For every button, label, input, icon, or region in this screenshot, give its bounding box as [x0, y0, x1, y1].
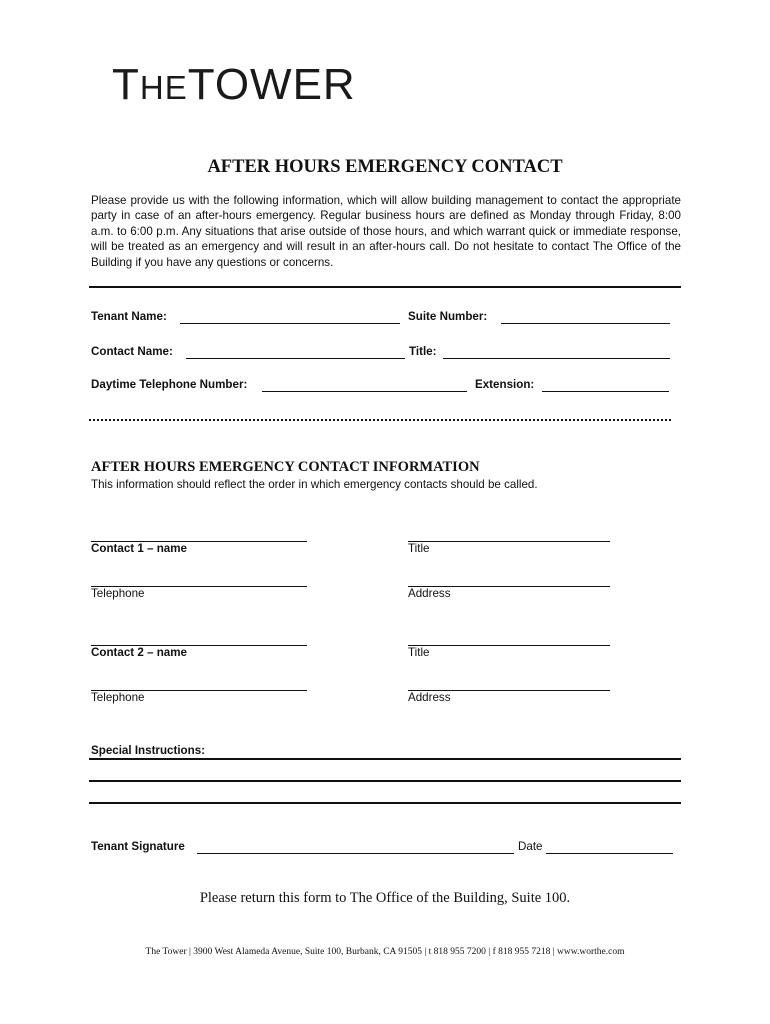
tenant-signature-field[interactable]	[197, 840, 514, 854]
logo-letter-h: H	[139, 69, 165, 106]
contact1-address-label: Address	[408, 587, 451, 600]
contact2-address-label: Address	[408, 691, 451, 704]
tenant-signature-label: Tenant Signature	[91, 840, 185, 853]
contact1-phone-label: Telephone	[91, 587, 145, 600]
contact1-address-field[interactable]	[408, 573, 610, 587]
special-instructions-line-1[interactable]	[89, 758, 681, 760]
contact1-title-label: Title	[408, 542, 430, 555]
contact2-title-field[interactable]	[408, 632, 610, 646]
tenant-name-label: Tenant Name:	[91, 310, 167, 323]
title-label: Title:	[409, 345, 437, 358]
contact-name-field[interactable]	[186, 345, 405, 359]
tenant-name-field[interactable]	[180, 310, 400, 324]
date-label: Date	[518, 840, 543, 853]
date-field[interactable]	[546, 840, 673, 854]
special-instructions-line-3[interactable]	[89, 802, 681, 804]
footer: The Tower | 3900 West Alameda Avenue, Suite 100, Burbank, CA 91505 | t 818 955 7200 | f 818 955 7218 | www.worthe.com	[145, 947, 625, 957]
contact2-title-label: Title	[408, 646, 430, 659]
emergency-section-heading: AFTER HOURS EMERGENCY CONTACT INFORMATION	[91, 459, 480, 475]
extension-label: Extension:	[475, 378, 535, 391]
contact2-phone-field[interactable]	[91, 677, 307, 691]
logo-letter-e: E	[164, 69, 188, 106]
emergency-section-subheading: This information should reflect the order in which emergency contacts should be called.	[91, 478, 538, 491]
contact1-phone-field[interactable]	[91, 573, 307, 587]
contact1-name-label: Contact 1 – name	[91, 542, 187, 555]
logo-word-tower: TOWER	[187, 60, 356, 109]
extension-field[interactable]	[542, 378, 669, 392]
logo-letter-t: T	[112, 60, 140, 109]
daytime-phone-label: Daytime Telephone Number:	[91, 378, 248, 391]
logo	[112, 60, 356, 110]
contact2-name-label: Contact 2 – name	[91, 646, 187, 659]
contact-name-label: Contact Name:	[91, 345, 173, 358]
title-field[interactable]	[443, 345, 670, 359]
dotted-separator	[89, 419, 671, 421]
suite-number-field[interactable]	[501, 310, 670, 324]
contact1-name-field[interactable]	[91, 528, 307, 542]
special-instructions-label: Special Instructions:	[91, 744, 206, 757]
return-note: Please return this form to The Office of the Building, Suite 100.	[199, 890, 571, 906]
contact2-name-field[interactable]	[91, 632, 307, 646]
contact2-phone-label: Telephone	[91, 691, 145, 704]
contact1-title-field[interactable]	[408, 528, 610, 542]
daytime-phone-field[interactable]	[262, 378, 467, 392]
intro-paragraph: Please provide us with the following information, which will allow building management to contact the appropriate party in case of an after-hours emergency. Regular business hours are defined as Monday through Friday, 8:00 a.m. to 6:00 p.m. Any situations that arise outside of those hours, and which warrant quick or immediate response, will be treated as an emergency and will result in an after-hours call. Do not hesitate to contact The Office of the Building if you have any questions or concerns.	[91, 194, 681, 269]
suite-number-label: Suite Number:	[408, 310, 488, 323]
contact2-address-field[interactable]	[408, 677, 610, 691]
top-divider	[89, 286, 681, 288]
special-instructions-line-2[interactable]	[89, 780, 681, 782]
page-title: AFTER HOURS EMERGENCY CONTACT	[207, 157, 563, 177]
